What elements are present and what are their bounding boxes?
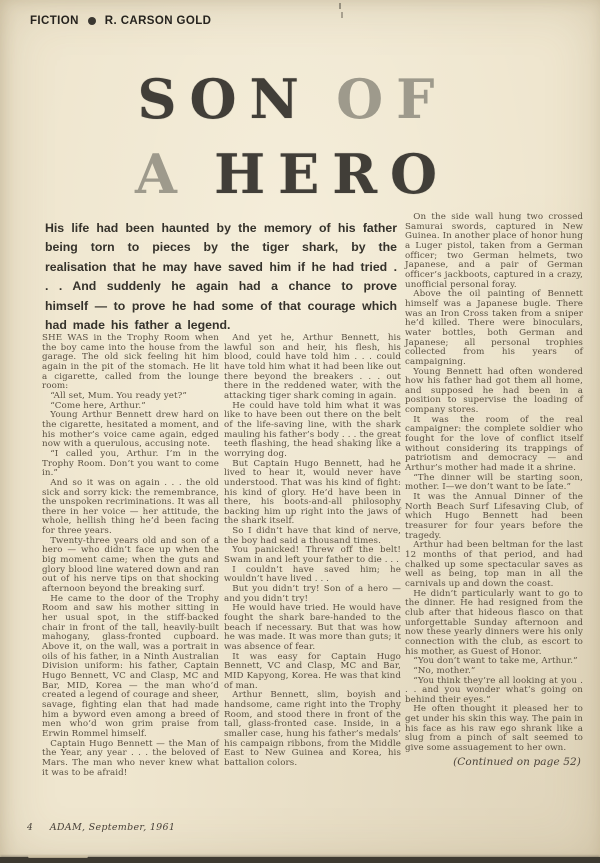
- paragraph: But you didn’t try! Son of a hero — and you didn’t try!: [224, 584, 401, 604]
- paragraph: Arthur Bennett, slim, boyish and handsome, came right into the Trophy Room, and stood there in front of the tall, glass-fronted case. Inside, in a smaller case, hung his father’s medals’ his campaign ribbons, from the Middle East to New Guinea and Korea, his battalion colors.: [224, 690, 401, 768]
- title-word-hero: HERO: [214, 142, 451, 206]
- title-line-2: [40, 137, 545, 212]
- paragraph: He could have told him what it was like to have been out there on the belt of the life-saving line, with the shark mauling his father’s body . . . the great teeth flashing, the head shaking like a worrying dog.: [224, 400, 401, 459]
- paragraph: “You don’t want to take me, Arthur.”: [413, 656, 578, 667]
- paragraph: On the side wall hung two crossed Samurai swords, captured in New Guinea. In another place of honor hung a Luger pistol, taken from a German officer; two German helmets, two Japanese, and a pair of German officer’s jackboots, captured in a crazy, unofficial personal foray.: [405, 212, 583, 290]
- title-word-son: SON: [137, 67, 312, 131]
- title-word-of: OF: [336, 67, 448, 131]
- header-author: R. CARSON GOLD: [104, 15, 212, 27]
- paragraph: It was easy for Captain Hugo Bennett, VC and Clasp, MC and Bar, MID Kapyong, Korea. He was that kind of man.: [224, 651, 401, 691]
- bullet-icon: [88, 17, 96, 25]
- paragraph: Above the oil painting of Bennett himself was a Japanese bugle. There was an Iron Cross taken from a sniper he’d killed. There were binoculars, water bottles, both German and Japanese; all personal trophies collected from his years of campaigning.: [405, 289, 583, 367]
- body-column-3: [405, 213, 583, 769]
- paragraph: “The dinner will be starting soon, mother. I—we don’t want to be late.”: [405, 472, 583, 493]
- paragraph: It was the Annual Dinner of the North Beach Surf Lifesaving Club, of which Hugo Bennett had been treasurer for four years before the tragedy.: [405, 492, 583, 541]
- paragraph: Arthur had been beltman for the last 12 months of that period, and had chalked up some spectacular saves as well as being, top man in all the carnivals up and down the coast.: [405, 540, 583, 589]
- paragraph: You panicked! Threw off the belt! Swam in and left your father to die . . .: [224, 545, 401, 566]
- paragraph: He didn’t particularly want to go to the dinner. He had resigned from the club after that hideous fiasco on that unforgettable Sunday afternoon and now these yearly dinners were his only connection with the club, as escort to his mother, as Guest of Honor.: [405, 588, 583, 657]
- scan-fold-mark: [339, 3, 341, 9]
- header: [30, 15, 211, 27]
- paragraph: So I didn’t have that kind of nerve, the boy had said a thousand times.: [224, 526, 401, 546]
- title-line-1: [40, 62, 545, 137]
- paragraph: He would have tried. He would have fought the shark bare-handed to the beach if necessary. But that was how he was made. It was more than guts; it was absence of fear.: [224, 603, 401, 652]
- paragraph: And yet he, Arthur Bennett, his lawful son and heir, his flesh, his blood, could have told him . . . could have told him what it had been like out there beyond the breakers . . . out there in the reddened water, with the attacking tiger shark coming in again.: [224, 333, 401, 401]
- paragraph: Young Arthur Bennett drew hard on the cigarette, hesitated a moment, and his mother’s voice came again, edged now with a querulous, accusing note.: [42, 410, 219, 450]
- footer-page-number: 4: [27, 823, 33, 833]
- footer-magazine-title: ADAM, September, 1961: [49, 822, 176, 833]
- paragraph: And so it was on again . . . the old sick and sorry kick: the remembrance, the unspoken recriminations. It was all there in her voice — her attitude, the whole, hellish thing he’d been facing for three years.: [42, 477, 219, 537]
- paragraph: I couldn’t have saved him; he wouldn’t have lived . . .: [224, 564, 401, 585]
- paragraph: “You think they’re all looking at you . . . and you wonder what’s going on behind their eyes.”: [405, 675, 583, 705]
- header-kicker: FICTION: [30, 15, 79, 27]
- paragraph: It was the room of the real campaigner: the complete soldier who fought for the love of conflict itself without considering its trappings of patriotism and democracy — and Arthur’s mother had made it a shrine.: [405, 414, 583, 474]
- article-title: [40, 62, 545, 212]
- body-column-2: [224, 334, 401, 769]
- paragraph: He often thought it pleased her to get under his skin this way. The pain in his face as his raw ego shrank like a slug from a pinch of salt seemed to give some assuagement to her own.: [405, 704, 583, 754]
- paragraph: “No, mother.”: [413, 665, 476, 676]
- paragraph: “All set, Mum. You ready yet?”: [50, 390, 187, 401]
- intro-deck: His life had been haunted by the memory of his father being torn to pieces by the tiger shark, by the realisation that he may have saved him if he had tried . . . And suddenly he again had a chance to prove himself — to prove he had some of that courage which had made his father a legend.: [45, 221, 397, 333]
- paragraph: Twenty-three years old and son of a hero — who didn’t face up when the big moment came; when the guts and glory blood line watered down and ran out of his nerve tips on that shocking afternoon beyond the breaking surf.: [42, 535, 219, 595]
- paragraph: But Captain Hugo Bennett, had he lived to hear it, would never have understood. That was his kind of fight: his kind of glory. He’d have been in there, his boots-and-all philosophy backing him up right into the jaws of the shark itself.: [224, 458, 401, 527]
- paragraph: SHE WAS in the Trophy Room when the boy came into the house from the garage. The old sick feeling hit him again in the pit of the stomach. He lit a cigarette, called from the lounge room:: [42, 333, 219, 392]
- paragraph: He came to the door of the Trophy Room and saw his mother sitting in her usual spot, in the stiff-backed chair in front of the tall, heavily-built mahogany, glass-fronted cupboard. Above it, on the wall, was a portrait in oils of his father, in a Ninth Australian Division uniform: his father, Captain Hugo Bennett, VC and Clasp, MC and Bar, MID, Korea — the man who’d created a legend of courage and sheer, savage, fighting elan that had made him a byword even among a breed of men who’d won grim praise from Erwin Rommel himself.: [42, 593, 219, 739]
- title-word-a: A: [134, 142, 190, 206]
- paragraph: “I called you, Arthur. I’m in the Trophy Room. Don’t you want to come in.”: [42, 448, 219, 479]
- scan-bottom-edge: [0, 857, 600, 863]
- paragraph: “Come here, Arthur.”: [50, 400, 146, 411]
- paragraph: Captain Hugo Bennett — the Man of the Year, any year . . . the beloved of Mars. The man who never knew what it was to be afraid!: [42, 738, 219, 778]
- body-column-1: [42, 334, 219, 778]
- footer: [27, 822, 175, 833]
- paragraph: Young Bennett had often wondered how his father had got them all home, and supposed he had been in a position to supervise the loading of company stores.: [405, 366, 583, 416]
- paragraph: (Continued on page 52): [453, 755, 581, 768]
